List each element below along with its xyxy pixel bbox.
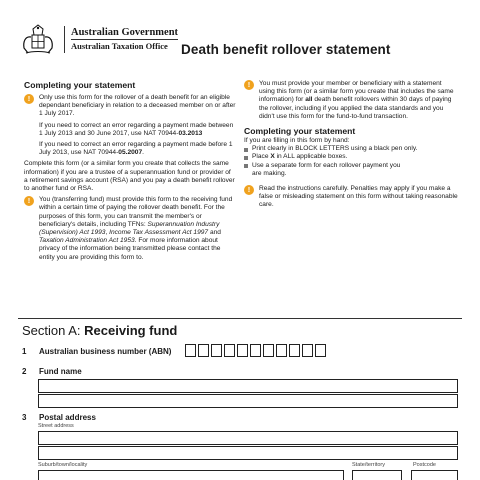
correction-text: If you need to correct an error regarding a payment made between 1 July 2013 and 30 June 2017, use NAT 70944- bbox=[39, 121, 234, 137]
question-fund-name bbox=[22, 367, 82, 376]
question-number: 3 bbox=[22, 413, 27, 422]
emphasis: all bbox=[305, 96, 313, 104]
bullet-text: in ALL applicable boxes. bbox=[274, 153, 348, 161]
fund-name-line2-field[interactable] bbox=[38, 394, 458, 408]
right-heading: Completing your statement bbox=[244, 126, 356, 137]
question-number: 1 bbox=[22, 347, 27, 356]
abn-digit-box[interactable] bbox=[224, 344, 235, 357]
abn-digit-box[interactable] bbox=[263, 344, 274, 357]
question-label: Postal address bbox=[39, 413, 96, 422]
trustee-paragraph: Complete this form (or a similar form you create that collects the same information) if you are a trustee of a superannuation fund or provider of a retirement savings account (RSA) and you pay a death benefit rollover to another fund or RSA. bbox=[24, 160, 235, 193]
section-prefix: Section A: bbox=[22, 323, 85, 338]
street-address-label: Street address bbox=[38, 423, 74, 429]
form-header bbox=[18, 22, 468, 66]
state-label: State/territory bbox=[352, 462, 386, 468]
government-name: Australian Government bbox=[71, 27, 179, 38]
section-name: Receiving fund bbox=[84, 323, 178, 338]
abn-digit-box[interactable] bbox=[315, 344, 326, 357]
note-text: You must provide your member or beneficiary with a statement using this form (or a similar form you create that includes the same information) for bbox=[259, 80, 454, 104]
correction-text: If you need to correct an error regarding a payment made before 1 July 2013, use NAT 70944- bbox=[39, 141, 233, 157]
section-divider bbox=[18, 318, 462, 319]
alert-icon: ! bbox=[244, 185, 254, 195]
abn-digit-box[interactable] bbox=[237, 344, 248, 357]
form-code: 03.2013 bbox=[178, 129, 203, 137]
correction-note-2007 bbox=[24, 141, 236, 157]
abn-digit-box[interactable] bbox=[250, 344, 261, 357]
question-label: Australian business number (ABN) bbox=[39, 347, 172, 356]
street-address-line1-field[interactable] bbox=[38, 431, 458, 445]
note-text: . For more information about privacy of the information being transmitted please contact the entity you are providing this form to. bbox=[39, 237, 221, 261]
government-branding bbox=[64, 26, 178, 53]
office-name: Australian Taxation Office bbox=[71, 39, 178, 53]
alert-icon: ! bbox=[244, 80, 254, 90]
abn-digit-box[interactable] bbox=[302, 344, 313, 357]
alert-icon: ! bbox=[24, 94, 34, 104]
note-text: death benefit rollovers within 30 days of paying the rollover, including if you applied the data standards and you didn't use this form for the fund-to-fund transaction. bbox=[259, 96, 452, 120]
punctuation: . bbox=[142, 149, 144, 157]
bullet-item: Print clearly in BLOCK LETTERS using a black pen only. bbox=[244, 145, 458, 153]
act-name: Taxation Administration Act 1953 bbox=[39, 237, 135, 245]
suburb-label: Suburb/town/locality bbox=[38, 462, 88, 468]
postcode-label: Postcode bbox=[413, 462, 436, 468]
alert-icon: ! bbox=[24, 196, 34, 206]
left-heading: Completing your statement bbox=[24, 80, 136, 90]
note-text: Read the instructions carefully. Penalties may apply if you make a false or misleading statement on this form without taking reasonable care. bbox=[259, 185, 458, 209]
question-abn bbox=[22, 347, 171, 356]
left-column bbox=[24, 80, 236, 265]
abn-digit-box[interactable] bbox=[198, 344, 209, 357]
note-member-statement bbox=[244, 80, 458, 121]
bullet-item: Use a separate form for each rollover payment you bbox=[244, 162, 458, 170]
postcode-field[interactable] bbox=[411, 470, 458, 480]
abn-digit-box[interactable] bbox=[185, 344, 196, 357]
act-name: Income Tax Assessment Act 1997 bbox=[109, 229, 209, 237]
bullet-item bbox=[244, 153, 458, 161]
note-text: and bbox=[208, 229, 221, 237]
bullet-continuation: are making. bbox=[252, 169, 287, 177]
coat-of-arms-icon bbox=[18, 22, 58, 58]
correction-note-2013 bbox=[24, 122, 236, 138]
note-text: , bbox=[105, 229, 110, 237]
question-label: Fund name bbox=[39, 367, 82, 376]
street-address-line2-field[interactable] bbox=[38, 446, 458, 460]
hand-fill-intro: If you are filling in this form by hand: bbox=[244, 137, 350, 145]
abn-digit-box[interactable] bbox=[289, 344, 300, 357]
abn-digit-box[interactable] bbox=[211, 344, 222, 357]
right-column bbox=[244, 80, 458, 213]
fund-name-line1-field[interactable] bbox=[38, 379, 458, 393]
question-postal-address bbox=[22, 413, 96, 422]
x-mark: X bbox=[270, 153, 275, 161]
form-code: 05.2007 bbox=[118, 149, 143, 157]
suburb-field[interactable] bbox=[38, 470, 344, 480]
bullet-text: Place bbox=[252, 153, 271, 161]
abn-input[interactable] bbox=[185, 344, 328, 357]
note-transferring-fund bbox=[24, 196, 236, 262]
question-number: 2 bbox=[22, 367, 27, 376]
note-penalties bbox=[244, 185, 458, 210]
form-title: Death benefit rollover statement bbox=[181, 42, 391, 57]
note-text: Only use this form for the rollover of a death benefit for an eligible dependant beneficiary in relation to a deceased member on or after 1 July 2017. bbox=[39, 94, 236, 118]
act-name: Superannuation Industry (Supervision) Act 1993 bbox=[39, 220, 220, 237]
note-deceased-member bbox=[24, 94, 236, 119]
state-field[interactable] bbox=[352, 470, 402, 480]
abn-digit-box[interactable] bbox=[276, 344, 287, 357]
note-text: You (transferring fund) must provide this form to the receiving fund within a certain time of paying the rollover death benefit. For the purposes of this form, you can transmit the member's or beneficiary's details, including TFNs: bbox=[39, 196, 233, 228]
section-a-title bbox=[22, 323, 177, 338]
